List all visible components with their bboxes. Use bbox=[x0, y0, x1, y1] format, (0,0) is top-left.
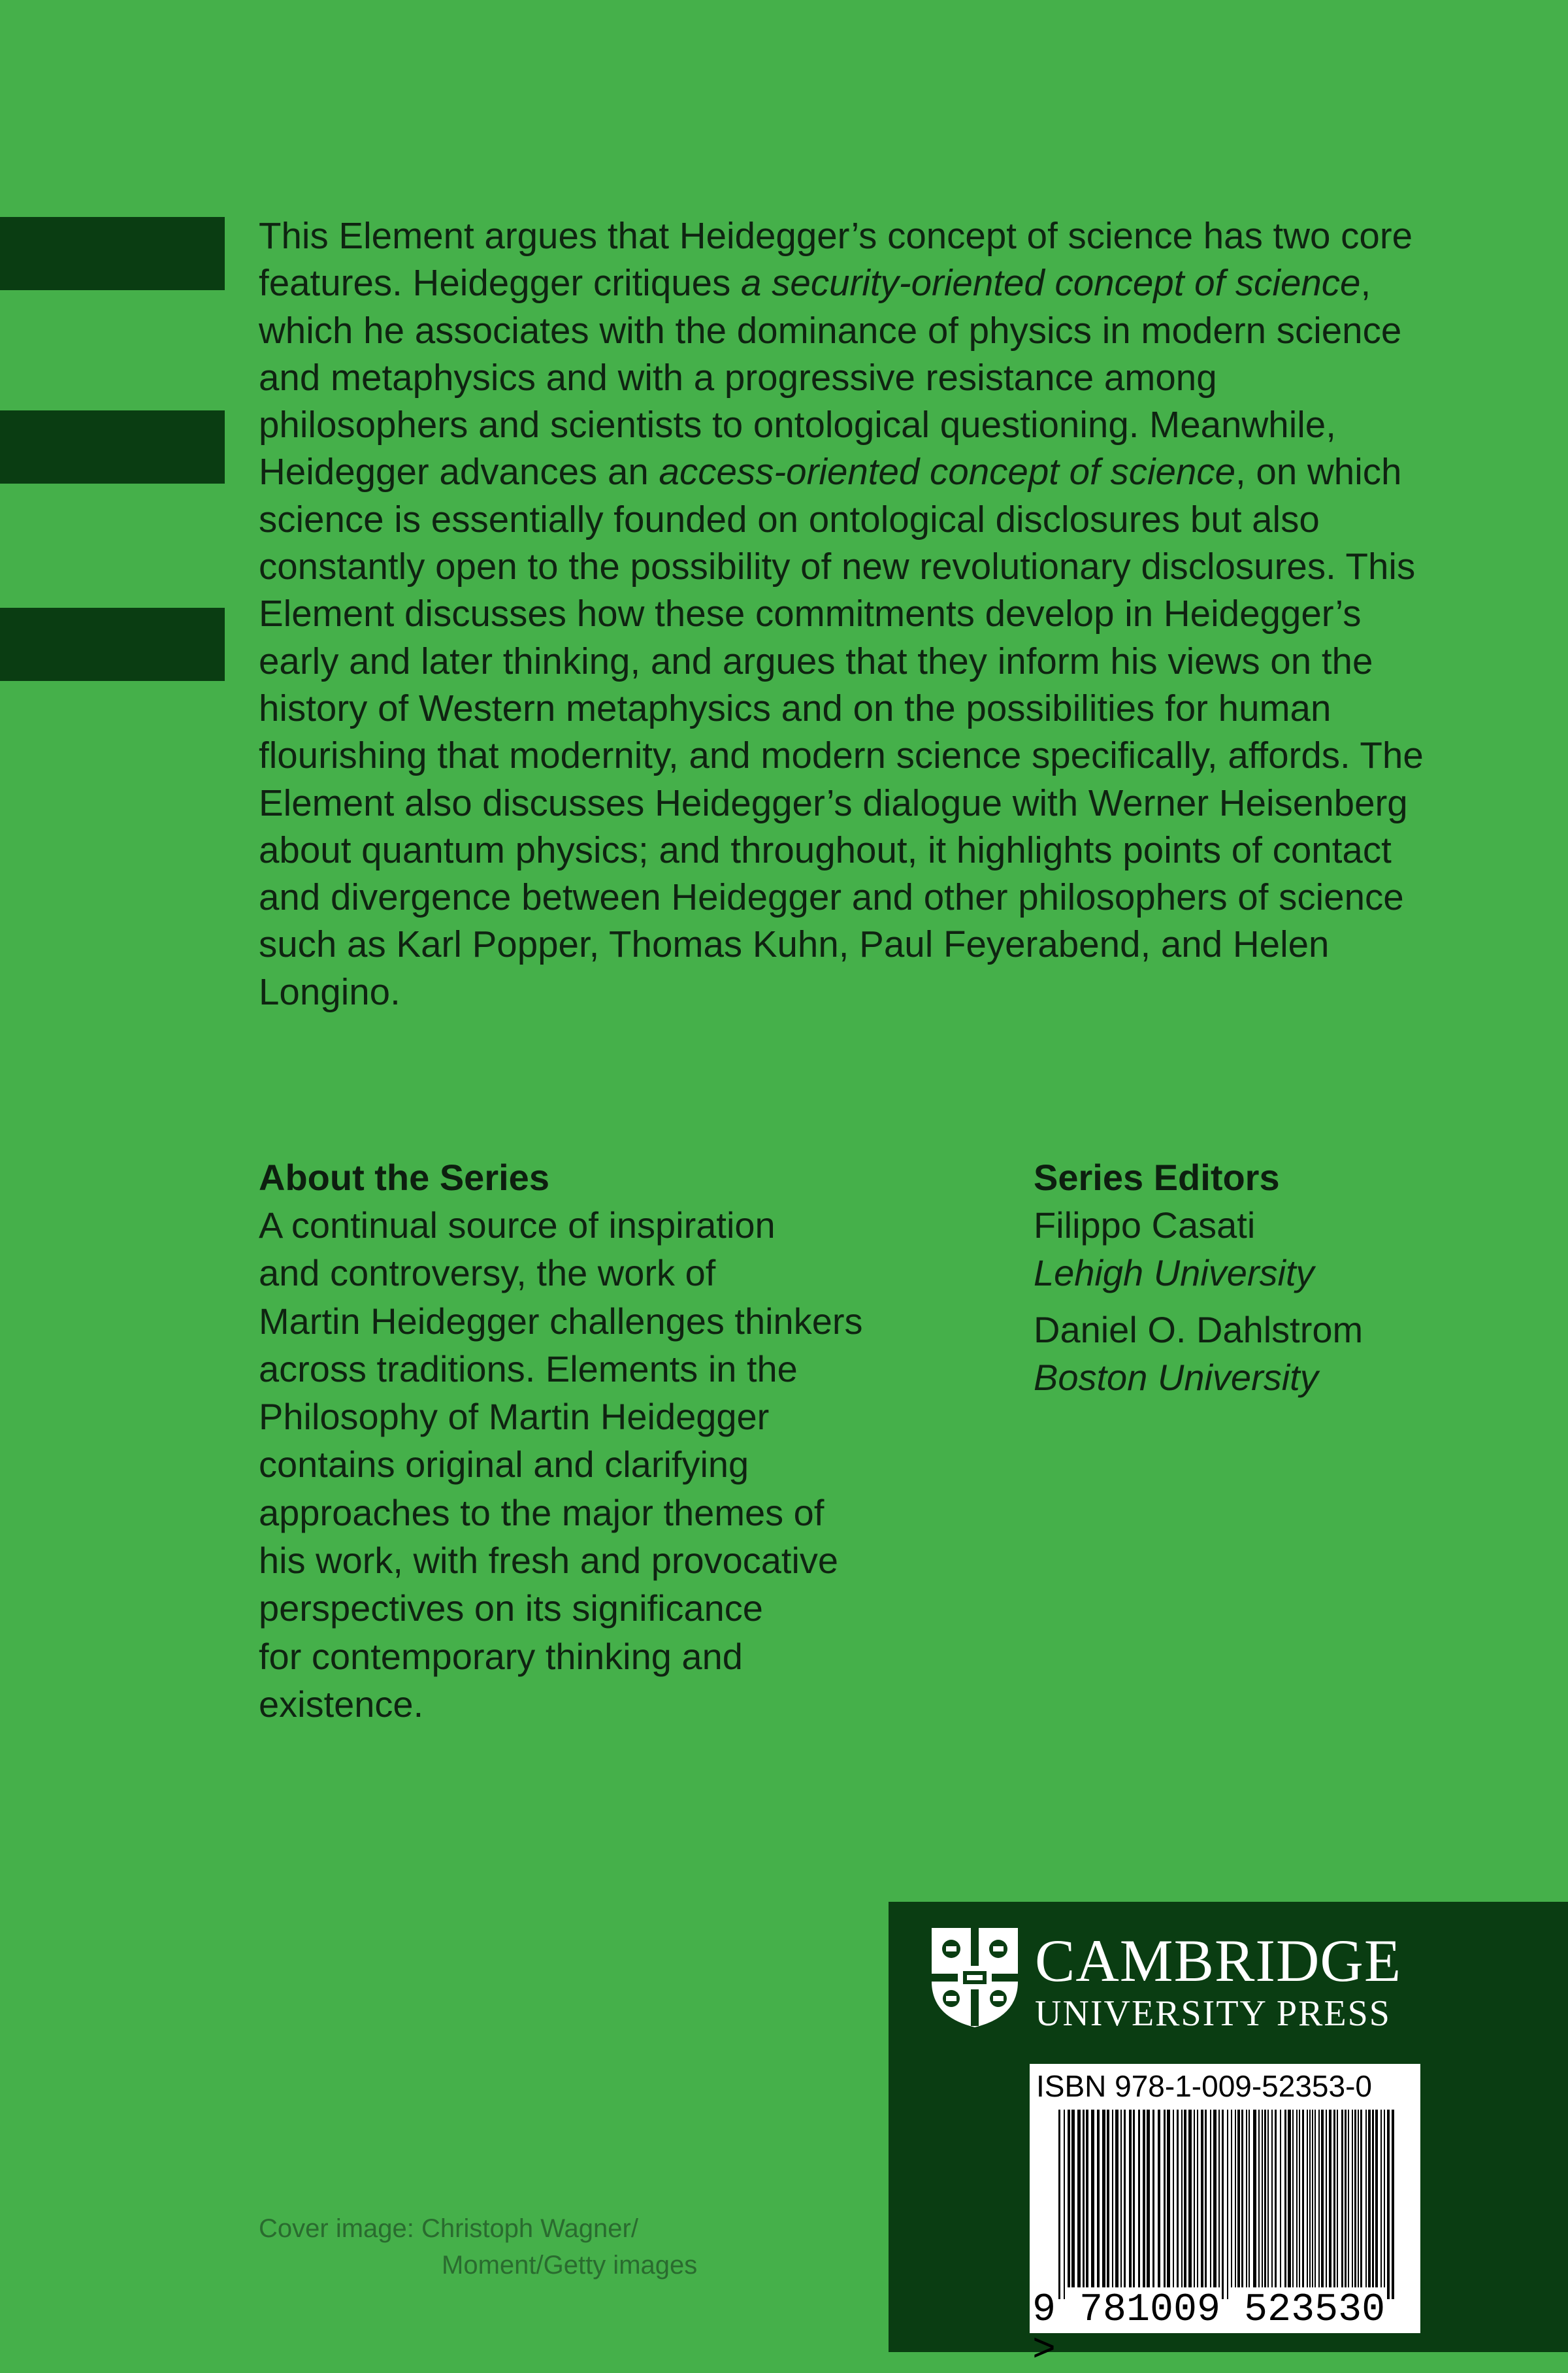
barcode-bar bbox=[1318, 2110, 1320, 2287]
barcode-bar bbox=[1365, 2110, 1367, 2287]
barcode-bar bbox=[1337, 2110, 1338, 2287]
barcode-bar bbox=[1354, 2110, 1356, 2287]
publisher-panel bbox=[889, 1902, 1568, 2373]
barcode-bar bbox=[1102, 2110, 1105, 2287]
about-line: existence. bbox=[259, 1683, 424, 1725]
publisher-name-line1: CAMBRIDGE bbox=[1035, 1927, 1402, 1994]
barcode-bar bbox=[1258, 2110, 1260, 2287]
barcode-bar bbox=[1358, 2110, 1359, 2287]
barcode-bar bbox=[1375, 2110, 1378, 2287]
about-series-text bbox=[259, 1201, 951, 1728]
barcode-bar bbox=[1271, 2110, 1273, 2287]
description-emphasis-1: a security-oriented concept of science bbox=[741, 262, 1361, 304]
barcode-bar bbox=[1253, 2110, 1256, 2287]
barcode-bar bbox=[1210, 2110, 1211, 2287]
barcode-bar bbox=[1181, 2110, 1183, 2287]
barcode-bar bbox=[1333, 2110, 1335, 2287]
barcode-bar bbox=[1064, 2110, 1065, 2299]
isbn-barcode bbox=[1030, 2064, 1420, 2373]
credit-line-1: Cover image: Christoph Wagner/ bbox=[259, 2214, 638, 2243]
barcode-bar bbox=[1246, 2110, 1247, 2287]
series-editors-section bbox=[1034, 1154, 1491, 1401]
barcode-bar bbox=[1086, 2110, 1088, 2287]
barcode-bar bbox=[1299, 2110, 1300, 2287]
barcode-bar bbox=[1077, 2110, 1081, 2287]
barcode-bar bbox=[1197, 2110, 1198, 2287]
barcode-bar bbox=[1177, 2110, 1179, 2287]
barcode-bar bbox=[1352, 2110, 1353, 2287]
barcode-bar bbox=[1312, 2110, 1313, 2287]
book-description bbox=[259, 212, 1428, 1016]
barcode-bar bbox=[1091, 2110, 1094, 2287]
barcode-bar bbox=[1264, 2110, 1266, 2287]
barcode-bar bbox=[1083, 2110, 1085, 2287]
barcode-bar bbox=[1288, 2110, 1291, 2287]
editor-name: Filippo Casati bbox=[1034, 1204, 1256, 1246]
publisher-name-line2: UNIVERSITY PRESS bbox=[1035, 1993, 1391, 2034]
about-line: his work, with fresh and provocative bbox=[259, 1540, 839, 1582]
barcode-bar bbox=[1392, 2110, 1394, 2299]
barcode-bar bbox=[1124, 2110, 1126, 2287]
barcode-bar bbox=[1129, 2110, 1132, 2287]
about-line: Philosophy of Martin Heidegger bbox=[259, 1396, 770, 1438]
barcode-bar bbox=[1329, 2110, 1331, 2287]
editor-entry bbox=[1034, 1306, 1491, 1401]
barcode-bar bbox=[1307, 2110, 1308, 2287]
description-text-2: , which he associates with the dominance of physics in modern science and metaphysics and with a progressive resistance among philosophers and scientists to ontological questioning. Meanwhile, Heidegger advances an bbox=[259, 262, 1402, 493]
barcode-bar bbox=[1345, 2110, 1347, 2287]
barcode-bar bbox=[1213, 2110, 1217, 2287]
barcode-bar bbox=[1167, 2110, 1170, 2287]
about-line: approaches to the major themes of bbox=[259, 1491, 825, 1533]
barcode-bar bbox=[1321, 2110, 1324, 2287]
barcode-bar bbox=[1372, 2110, 1374, 2287]
about-line: across traditions. Elements in the bbox=[259, 1348, 798, 1389]
barcode-bar bbox=[1231, 2110, 1232, 2287]
about-series-heading: About the Series bbox=[259, 1157, 549, 1198]
editor-affiliation: Lehigh University bbox=[1034, 1252, 1315, 1293]
credit-line-2: Moment/Getty images bbox=[442, 2251, 698, 2280]
barcode-bar bbox=[1227, 2110, 1228, 2299]
barcode-bar bbox=[1147, 2110, 1150, 2287]
barcode-bar bbox=[1348, 2110, 1349, 2287]
cover-image-credit bbox=[259, 2210, 697, 2283]
barcode-bar bbox=[1158, 2110, 1160, 2287]
barcode-bar bbox=[1302, 2110, 1304, 2287]
editor-entry bbox=[1034, 1201, 1491, 1297]
barcode-bar bbox=[1115, 2110, 1119, 2287]
about-line: Martin Heidegger challenges thinkers bbox=[259, 1300, 863, 1342]
description-emphasis-2: access-oriented concept of science bbox=[659, 451, 1236, 493]
barcode-bar bbox=[1143, 2110, 1145, 2287]
series-editors-heading: Series Editors bbox=[1034, 1157, 1280, 1198]
barcode-bar bbox=[1262, 2110, 1263, 2287]
barcode-bar bbox=[1237, 2110, 1240, 2287]
barcode-bar bbox=[1384, 2110, 1385, 2287]
barcode-bar bbox=[1368, 2110, 1371, 2287]
about-line: for contemporary thinking and bbox=[259, 1635, 743, 1677]
barcode-bar bbox=[1138, 2110, 1140, 2287]
barcode-bar bbox=[1380, 2110, 1382, 2287]
barcode-bar bbox=[1107, 2110, 1109, 2287]
barcode-bar bbox=[1120, 2110, 1122, 2287]
isbn-label: ISBN 978-1-009-52353-0 bbox=[1036, 2069, 1372, 2103]
about-line: A continual source of inspiration bbox=[259, 1204, 776, 1246]
barcode-bar bbox=[1112, 2110, 1113, 2287]
barcode-digits: 9 781009 523530 > bbox=[1032, 2288, 1386, 2373]
editor-affiliation: Boston University bbox=[1034, 1357, 1318, 1398]
decorative-bar-3 bbox=[0, 608, 225, 681]
barcode-bar bbox=[1360, 2110, 1362, 2287]
description-text-3: , on which science is essentially founded on ontological disclosures but also constantly open to the possibility of new revolutionary disclosures. This Element discusses how these commitments develop in Heidegger’s early and later thinking, and argues that they inform his views on the history of Western metaphysics and on the possibilities for human flourishing that modernity, and modern science specifically, affords. The Element also discusses Heidegger’s dialogue with Werner Heisenberg about quantum physics; and throughout, it highlights points of contact and divergence between Heidegger and other philosophers of science such as Karl Popper, Thomas Kuhn, Paul Feyerabend, and Helen Longino. bbox=[259, 451, 1424, 1012]
decorative-bar-1 bbox=[0, 217, 225, 290]
barcode-bar bbox=[1218, 2110, 1220, 2287]
barcode-bar bbox=[1267, 2110, 1269, 2287]
barcode-bar bbox=[1235, 2110, 1236, 2287]
barcode-bar bbox=[1097, 2110, 1100, 2287]
barcode-bar bbox=[1275, 2110, 1277, 2287]
barcode-bar bbox=[1164, 2110, 1166, 2287]
barcode-bar bbox=[1326, 2110, 1327, 2287]
cambridge-shield-logo bbox=[929, 1925, 1021, 2030]
barcode-bar bbox=[1133, 2110, 1135, 2287]
barcode-bar bbox=[1184, 2110, 1186, 2287]
publisher-name bbox=[1035, 1929, 1401, 2035]
barcode-bar bbox=[1296, 2110, 1298, 2287]
decorative-bar-2 bbox=[0, 410, 225, 484]
barcode-bar bbox=[1071, 2110, 1075, 2287]
barcode-bar bbox=[1201, 2110, 1203, 2287]
barcode-bar bbox=[1058, 2110, 1060, 2299]
about-line: perspectives on its significance bbox=[259, 1587, 763, 1629]
barcode-bar bbox=[1292, 2110, 1294, 2287]
barcode-bar bbox=[1222, 2110, 1224, 2299]
editor-name: Daniel O. Dahlstrom bbox=[1034, 1309, 1364, 1350]
barcode-bar bbox=[1152, 2110, 1154, 2287]
barcode-bar bbox=[1194, 2110, 1195, 2287]
barcode-bar bbox=[1188, 2110, 1192, 2287]
about-series-section bbox=[259, 1154, 951, 1728]
barcode-bar bbox=[1068, 2110, 1070, 2287]
barcode-bar bbox=[1341, 2110, 1343, 2287]
barcode-bar bbox=[1241, 2110, 1243, 2287]
barcode-bar bbox=[1284, 2110, 1286, 2287]
barcode-bar bbox=[1205, 2110, 1207, 2287]
description-text-1: This Element argues that Heidegger’s concept of science has two core features. Heidegger critiques bbox=[259, 215, 1413, 304]
about-line: and controversy, the work of bbox=[259, 1252, 716, 1294]
barcode-bar bbox=[1315, 2110, 1316, 2287]
about-line: contains original and clarifying bbox=[259, 1444, 749, 1485]
barcode-bar bbox=[1387, 2110, 1390, 2299]
barcode-bar bbox=[1309, 2110, 1311, 2287]
barcode-bar bbox=[1249, 2110, 1250, 2287]
barcode-bar bbox=[1280, 2110, 1281, 2287]
barcode-bar bbox=[1173, 2110, 1174, 2287]
